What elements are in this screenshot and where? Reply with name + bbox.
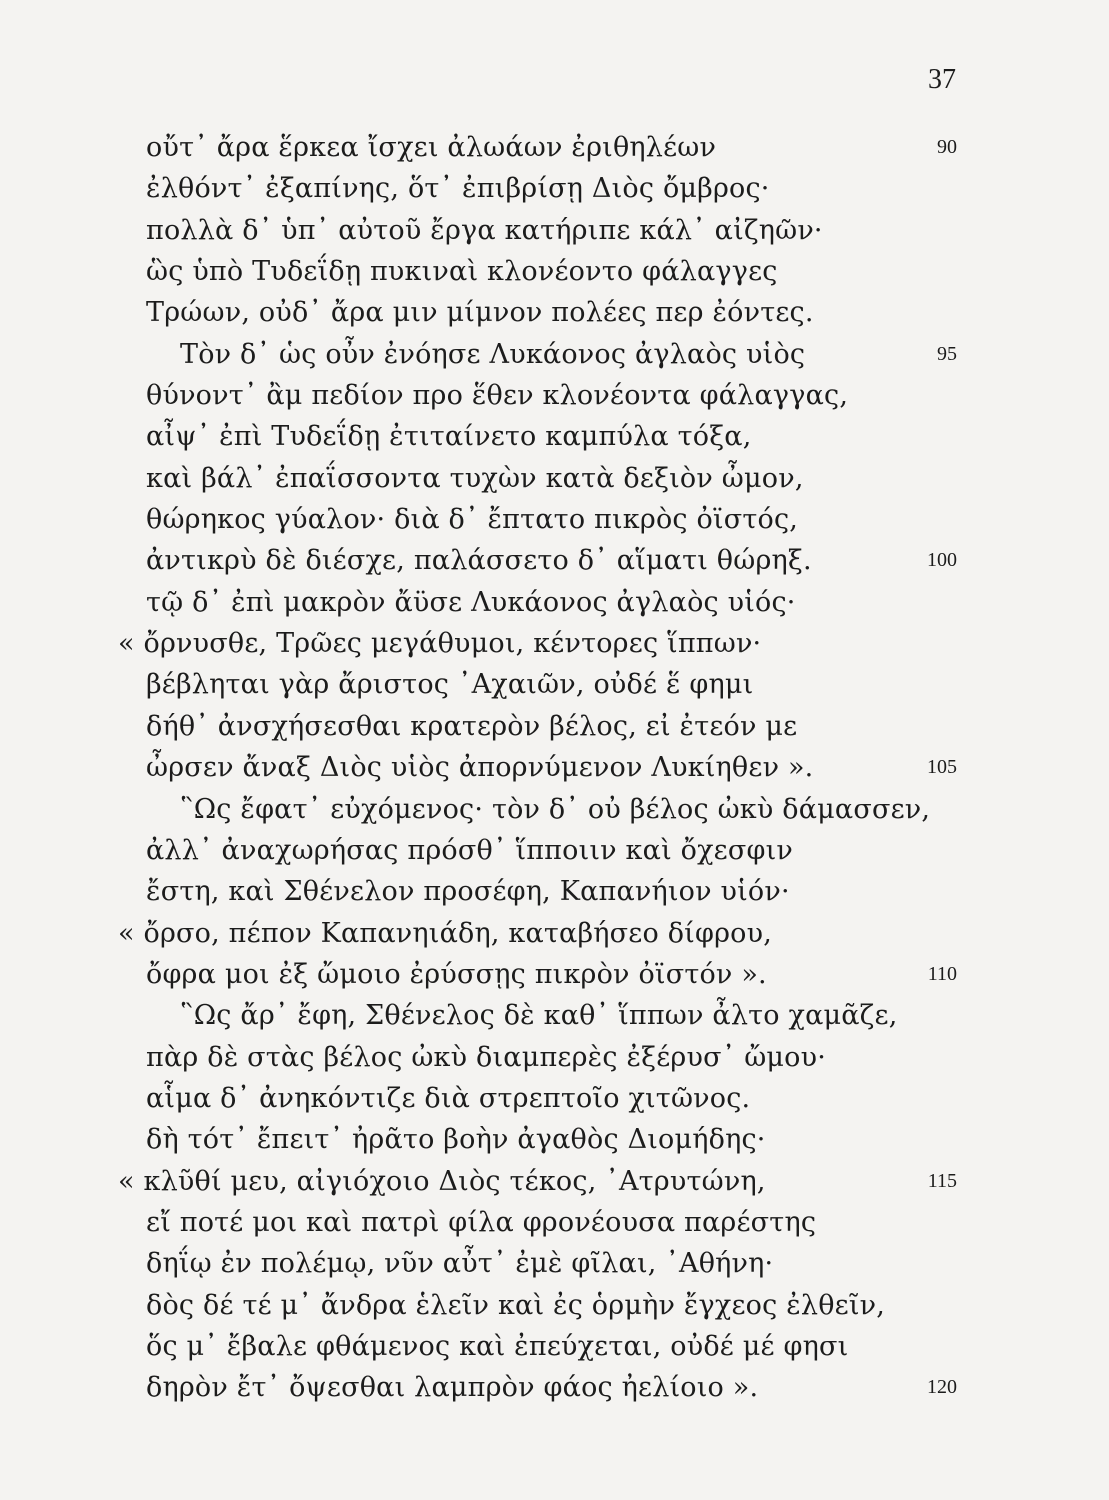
verse-text: ἐλθόντ᾽ ἐξαπίνης, ὅτ᾽ ἐπιβρίσῃ Διὸς ὄμβρος· [146,173,770,205]
verse-line [0,458,1109,499]
verse-text: ὦρσεν ἄναξ Διὸς υἱὸς ἀπορνύμενον Λυκίηθεν ». [146,752,814,784]
verse-line [0,540,1109,581]
verse-text: πὰρ δὲ στὰς βέλος ὠκὺ διαμπερὲς ἐξέρυσ᾽ ὤμου· [146,1041,827,1073]
verse-text: « κλῦθί μευ, αἰγιόχοιο Διὸς τέκος, ᾽Ατρυτώνη, [118,1165,766,1197]
verse-line [0,664,1109,705]
verse-text: δηΐῳ ἐν πολέμῳ, νῦν αὖτ᾽ ἐμὲ φῖλαι, ᾽Αθήνη· [146,1248,774,1280]
verse-text: πολλὰ δ᾽ ὑπ᾽ αὐτοῦ ἔργα κατήριπε κάλ᾽ αἰζηῶν· [146,214,823,246]
verse-text: ὣς ὑπὸ Τυδεΐδῃ πυκιναὶ κλονέοντο φάλαγγες [146,256,778,288]
verse-text: δηρὸν ἔτ᾽ ὄψεσθαι λαμπρὸν φάος ἠελίοιο ». [146,1372,759,1404]
line-number: 105 [927,756,957,779]
verse-line [0,789,1109,830]
verse-line [0,1285,1109,1326]
verse-text: ὄφρα μοι ἐξ ὤμοιο ἐρύσσῃς πικρὸν ὀϊστόν ». [146,958,767,990]
verse-line [0,1119,1109,1160]
verse-line [0,1202,1109,1243]
verse-line [0,499,1109,540]
line-number: 95 [937,342,957,365]
verse-line [0,913,1109,954]
verse-text: ἀλλ᾽ ἀναχωρήσας πρόσθ᾽ ἵπποιιν καὶ ὄχεσφιν [146,834,793,866]
verse-line [0,1326,1109,1367]
verse-line [0,127,1109,168]
verse-text: θύνοντ᾽ ἂμ πεδίον προ ἕθεν κλονέοντα φάλαγγας, [146,380,849,412]
verse-line [0,1243,1109,1284]
verse-text: καὶ βάλ᾽ ἐπαΐσσοντα τυχὼν κατὰ δεξιὸν ὦμον, [146,462,804,494]
verse-text: Τρώων, οὐδ᾽ ἄρα μιν μίμνον πολέες περ ἐόντες. [146,297,814,329]
verse-line [0,582,1109,623]
line-number: 120 [927,1376,957,1399]
verse-line [0,375,1109,416]
verse-text: αἶψ᾽ ἐπὶ Τυδεΐδῃ ἐτιταίνετο καμπύλα τόξα, [146,421,752,453]
line-number: 110 [927,962,957,985]
verse-line [0,168,1109,209]
verse-text: οὔτ᾽ ἄρα ἕρκεα ἴσχει ἀλωάων ἐριθηλέων [146,132,717,163]
line-number: 100 [927,549,957,572]
verse-text: εἴ ποτέ μοι καὶ πατρὶ φίλα φρονέουσα παρέστης [146,1206,817,1238]
verse-line [0,1367,1109,1408]
verse-text: « ὄρσο, πέπον Καπανηιάδη, καταβήσεο δίφρου, [118,917,772,949]
verse-line [0,1161,1109,1202]
verse-text: ῝Ως ἔφατ᾽ εὐχόμενος· τὸν δ᾽ οὐ βέλος ὠκὺ δάμασσεν, [180,793,931,825]
verse-text: Τὸν δ᾽ ὡς οὖν ἐνόησε Λυκάονος ἀγλαὸς υἱὸς [180,338,806,370]
verse-text: ἀντικρὺ δὲ διέσχε, παλάσσετο δ᾽ αἵματι θώρηξ. [146,545,812,577]
verse-line [0,1078,1109,1119]
verse-text: βέβληται γὰρ ἄριστος ᾽Αχαιῶν, οὐδέ ἕ φημι [146,669,754,701]
verse-line [0,623,1109,664]
verse-text: δὴ τότ᾽ ἔπειτ᾽ ἠρᾶτο βοὴν ἀγαθὸς Διομήδης· [146,1124,766,1156]
line-number: 115 [927,1169,957,1192]
verse-line [0,251,1109,292]
verse-line [0,830,1109,871]
verse-line [0,416,1109,457]
verse-text: δὸς δέ τέ μ᾽ ἄνδρα ἑλεῖν καὶ ἐς ὁρμὴν ἔγχεος ἐλθεῖν, [146,1289,886,1321]
verse-line [0,1037,1109,1078]
verse-block [0,127,1109,1409]
page-number: 37 [928,64,956,95]
verse-text: τῷ δ᾽ ἐπὶ μακρὸν ἄϋσε Λυκάονος ἀγλαὸς υἱός· [146,586,796,618]
verse-line [0,871,1109,912]
verse-text: δήθ᾽ ἀνσχήσεσθαι κρατερὸν βέλος, εἰ ἐτεόν με [146,710,798,742]
verse-text: θώρηκος γύαλον· διὰ δ᾽ ἔπτατο πικρὸς ὀϊστός, [146,504,799,536]
verse-line [0,210,1109,251]
verse-text: ῝Ως ἄρ᾽ ἔφη, Σθένελος δὲ καθ᾽ ἵππων ἆλτο χαμᾶζε, [180,1000,898,1032]
verse-text: ὅς μ᾽ ἔβαλε φθάμενος καὶ ἐπεύχεται, οὐδέ μέ φησι [146,1330,849,1362]
verse-line [0,995,1109,1036]
verse-line [0,706,1109,747]
verse-text: αἷμα δ᾽ ἀνηκόντιζε διὰ στρεπτοῖο χιτῶνος. [146,1082,751,1114]
verse-text: « ὄρνυσθε, Τρῶες μεγάθυμοι, κέντορες ἵππων· [118,628,762,660]
verse-line [0,334,1109,375]
verse-text: ἔστη, καὶ Σθένελον προσέφη, Καπανήιον υἱόν· [146,876,790,908]
verse-line [0,292,1109,333]
verse-line [0,747,1109,788]
line-number: 90 [937,136,957,158]
verse-line [0,954,1109,995]
